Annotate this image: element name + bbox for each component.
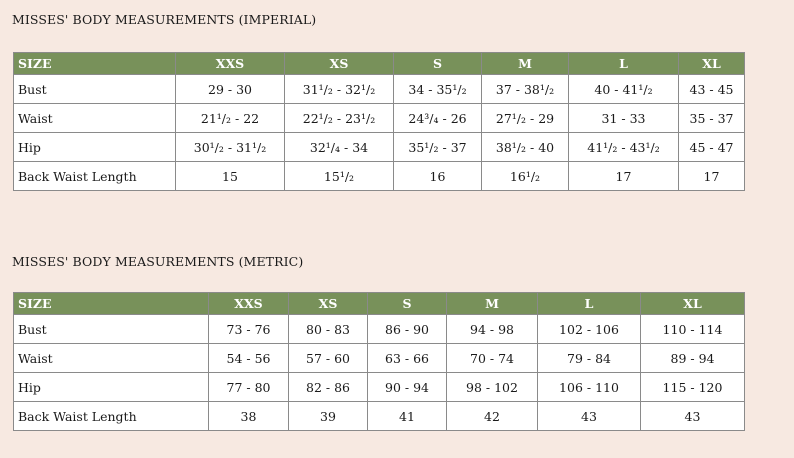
table-cell: 35 - 37 bbox=[679, 104, 745, 133]
table-cell: 17 bbox=[679, 162, 745, 191]
header-cell-xxs: XXS bbox=[209, 293, 289, 315]
table-cell: 30¹/₂ - 31¹/₂ bbox=[176, 133, 285, 162]
row-label-back-waist-length: Back Waist Length bbox=[14, 402, 209, 431]
table-cell: 15¹/₂ bbox=[285, 162, 394, 191]
table-header-row bbox=[14, 53, 745, 75]
table-cell: 42 bbox=[447, 402, 538, 431]
table-cell: 86 - 90 bbox=[368, 315, 447, 344]
metric-table-title: MISSES' BODY MEASUREMENTS (METRIC) bbox=[12, 254, 304, 269]
table-cell: 38¹/₂ - 40 bbox=[482, 133, 569, 162]
table-cell: 54 - 56 bbox=[209, 344, 289, 373]
table-cell: 41 bbox=[368, 402, 447, 431]
table-row bbox=[14, 344, 745, 373]
table-cell: 16 bbox=[394, 162, 482, 191]
header-cell-size: SIZE bbox=[14, 293, 209, 315]
row-label-waist: Waist bbox=[14, 104, 176, 133]
table-cell: 35¹/₂ - 37 bbox=[394, 133, 482, 162]
table-cell: 98 - 102 bbox=[447, 373, 538, 402]
table-row bbox=[14, 373, 745, 402]
table-cell: 89 - 94 bbox=[641, 344, 745, 373]
table-cell: 39 bbox=[289, 402, 368, 431]
table-cell: 102 - 106 bbox=[538, 315, 641, 344]
imperial-size-table bbox=[13, 52, 745, 191]
header-cell-xl: XL bbox=[679, 53, 745, 75]
imperial-table-title: MISSES' BODY MEASUREMENTS (IMPERIAL) bbox=[12, 12, 317, 27]
header-cell-m: M bbox=[482, 53, 569, 75]
header-cell-s: S bbox=[368, 293, 447, 315]
row-label-bust: Bust bbox=[14, 75, 176, 104]
table-cell: 32¹/₄ - 34 bbox=[285, 133, 394, 162]
header-cell-xxs: XXS bbox=[176, 53, 285, 75]
table-cell: 22¹/₂ - 23¹/₂ bbox=[285, 104, 394, 133]
table-cell: 24³/₄ - 26 bbox=[394, 104, 482, 133]
table-cell: 29 - 30 bbox=[176, 75, 285, 104]
table-cell: 40 - 41¹/₂ bbox=[569, 75, 679, 104]
table-cell: 31 - 33 bbox=[569, 104, 679, 133]
header-cell-xl: XL bbox=[641, 293, 745, 315]
table-cell: 37 - 38¹/₂ bbox=[482, 75, 569, 104]
table-header-row bbox=[14, 293, 745, 315]
table-cell: 43 - 45 bbox=[679, 75, 745, 104]
table-cell: 15 bbox=[176, 162, 285, 191]
table-cell: 82 - 86 bbox=[289, 373, 368, 402]
row-label-bust: Bust bbox=[14, 315, 209, 344]
header-cell-xs: XS bbox=[289, 293, 368, 315]
table-cell: 94 - 98 bbox=[447, 315, 538, 344]
metric-size-table bbox=[13, 292, 745, 431]
table-cell: 57 - 60 bbox=[289, 344, 368, 373]
table-cell: 79 - 84 bbox=[538, 344, 641, 373]
table-cell: 106 - 110 bbox=[538, 373, 641, 402]
table-cell: 41¹/₂ - 43¹/₂ bbox=[569, 133, 679, 162]
header-cell-xs: XS bbox=[285, 53, 394, 75]
table-cell: 63 - 66 bbox=[368, 344, 447, 373]
table-cell: 16¹/₂ bbox=[482, 162, 569, 191]
table-cell: 43 bbox=[641, 402, 745, 431]
header-cell-size: SIZE bbox=[14, 53, 176, 75]
table-row bbox=[14, 133, 745, 162]
table-row bbox=[14, 162, 745, 191]
header-cell-m: M bbox=[447, 293, 538, 315]
table-cell: 38 bbox=[209, 402, 289, 431]
table-cell: 43 bbox=[538, 402, 641, 431]
table-row bbox=[14, 75, 745, 104]
row-label-back-waist-length: Back Waist Length bbox=[14, 162, 176, 191]
table-cell: 34 - 35¹/₂ bbox=[394, 75, 482, 104]
table-cell: 110 - 114 bbox=[641, 315, 745, 344]
table-cell: 115 - 120 bbox=[641, 373, 745, 402]
table-cell: 77 - 80 bbox=[209, 373, 289, 402]
row-label-waist: Waist bbox=[14, 344, 209, 373]
table-cell: 70 - 74 bbox=[447, 344, 538, 373]
table-cell: 17 bbox=[569, 162, 679, 191]
table-row bbox=[14, 315, 745, 344]
table-cell: 21¹/₂ - 22 bbox=[176, 104, 285, 133]
table-cell: 80 - 83 bbox=[289, 315, 368, 344]
table-cell: 45 - 47 bbox=[679, 133, 745, 162]
header-cell-l: L bbox=[538, 293, 641, 315]
header-cell-s: S bbox=[394, 53, 482, 75]
table-cell: 90 - 94 bbox=[368, 373, 447, 402]
table-row bbox=[14, 402, 745, 431]
row-label-hip: Hip bbox=[14, 373, 209, 402]
table-cell: 27¹/₂ - 29 bbox=[482, 104, 569, 133]
row-label-hip: Hip bbox=[14, 133, 176, 162]
table-cell: 31¹/₂ - 32¹/₂ bbox=[285, 75, 394, 104]
header-cell-l: L bbox=[569, 53, 679, 75]
table-row bbox=[14, 104, 745, 133]
table-cell: 73 - 76 bbox=[209, 315, 289, 344]
